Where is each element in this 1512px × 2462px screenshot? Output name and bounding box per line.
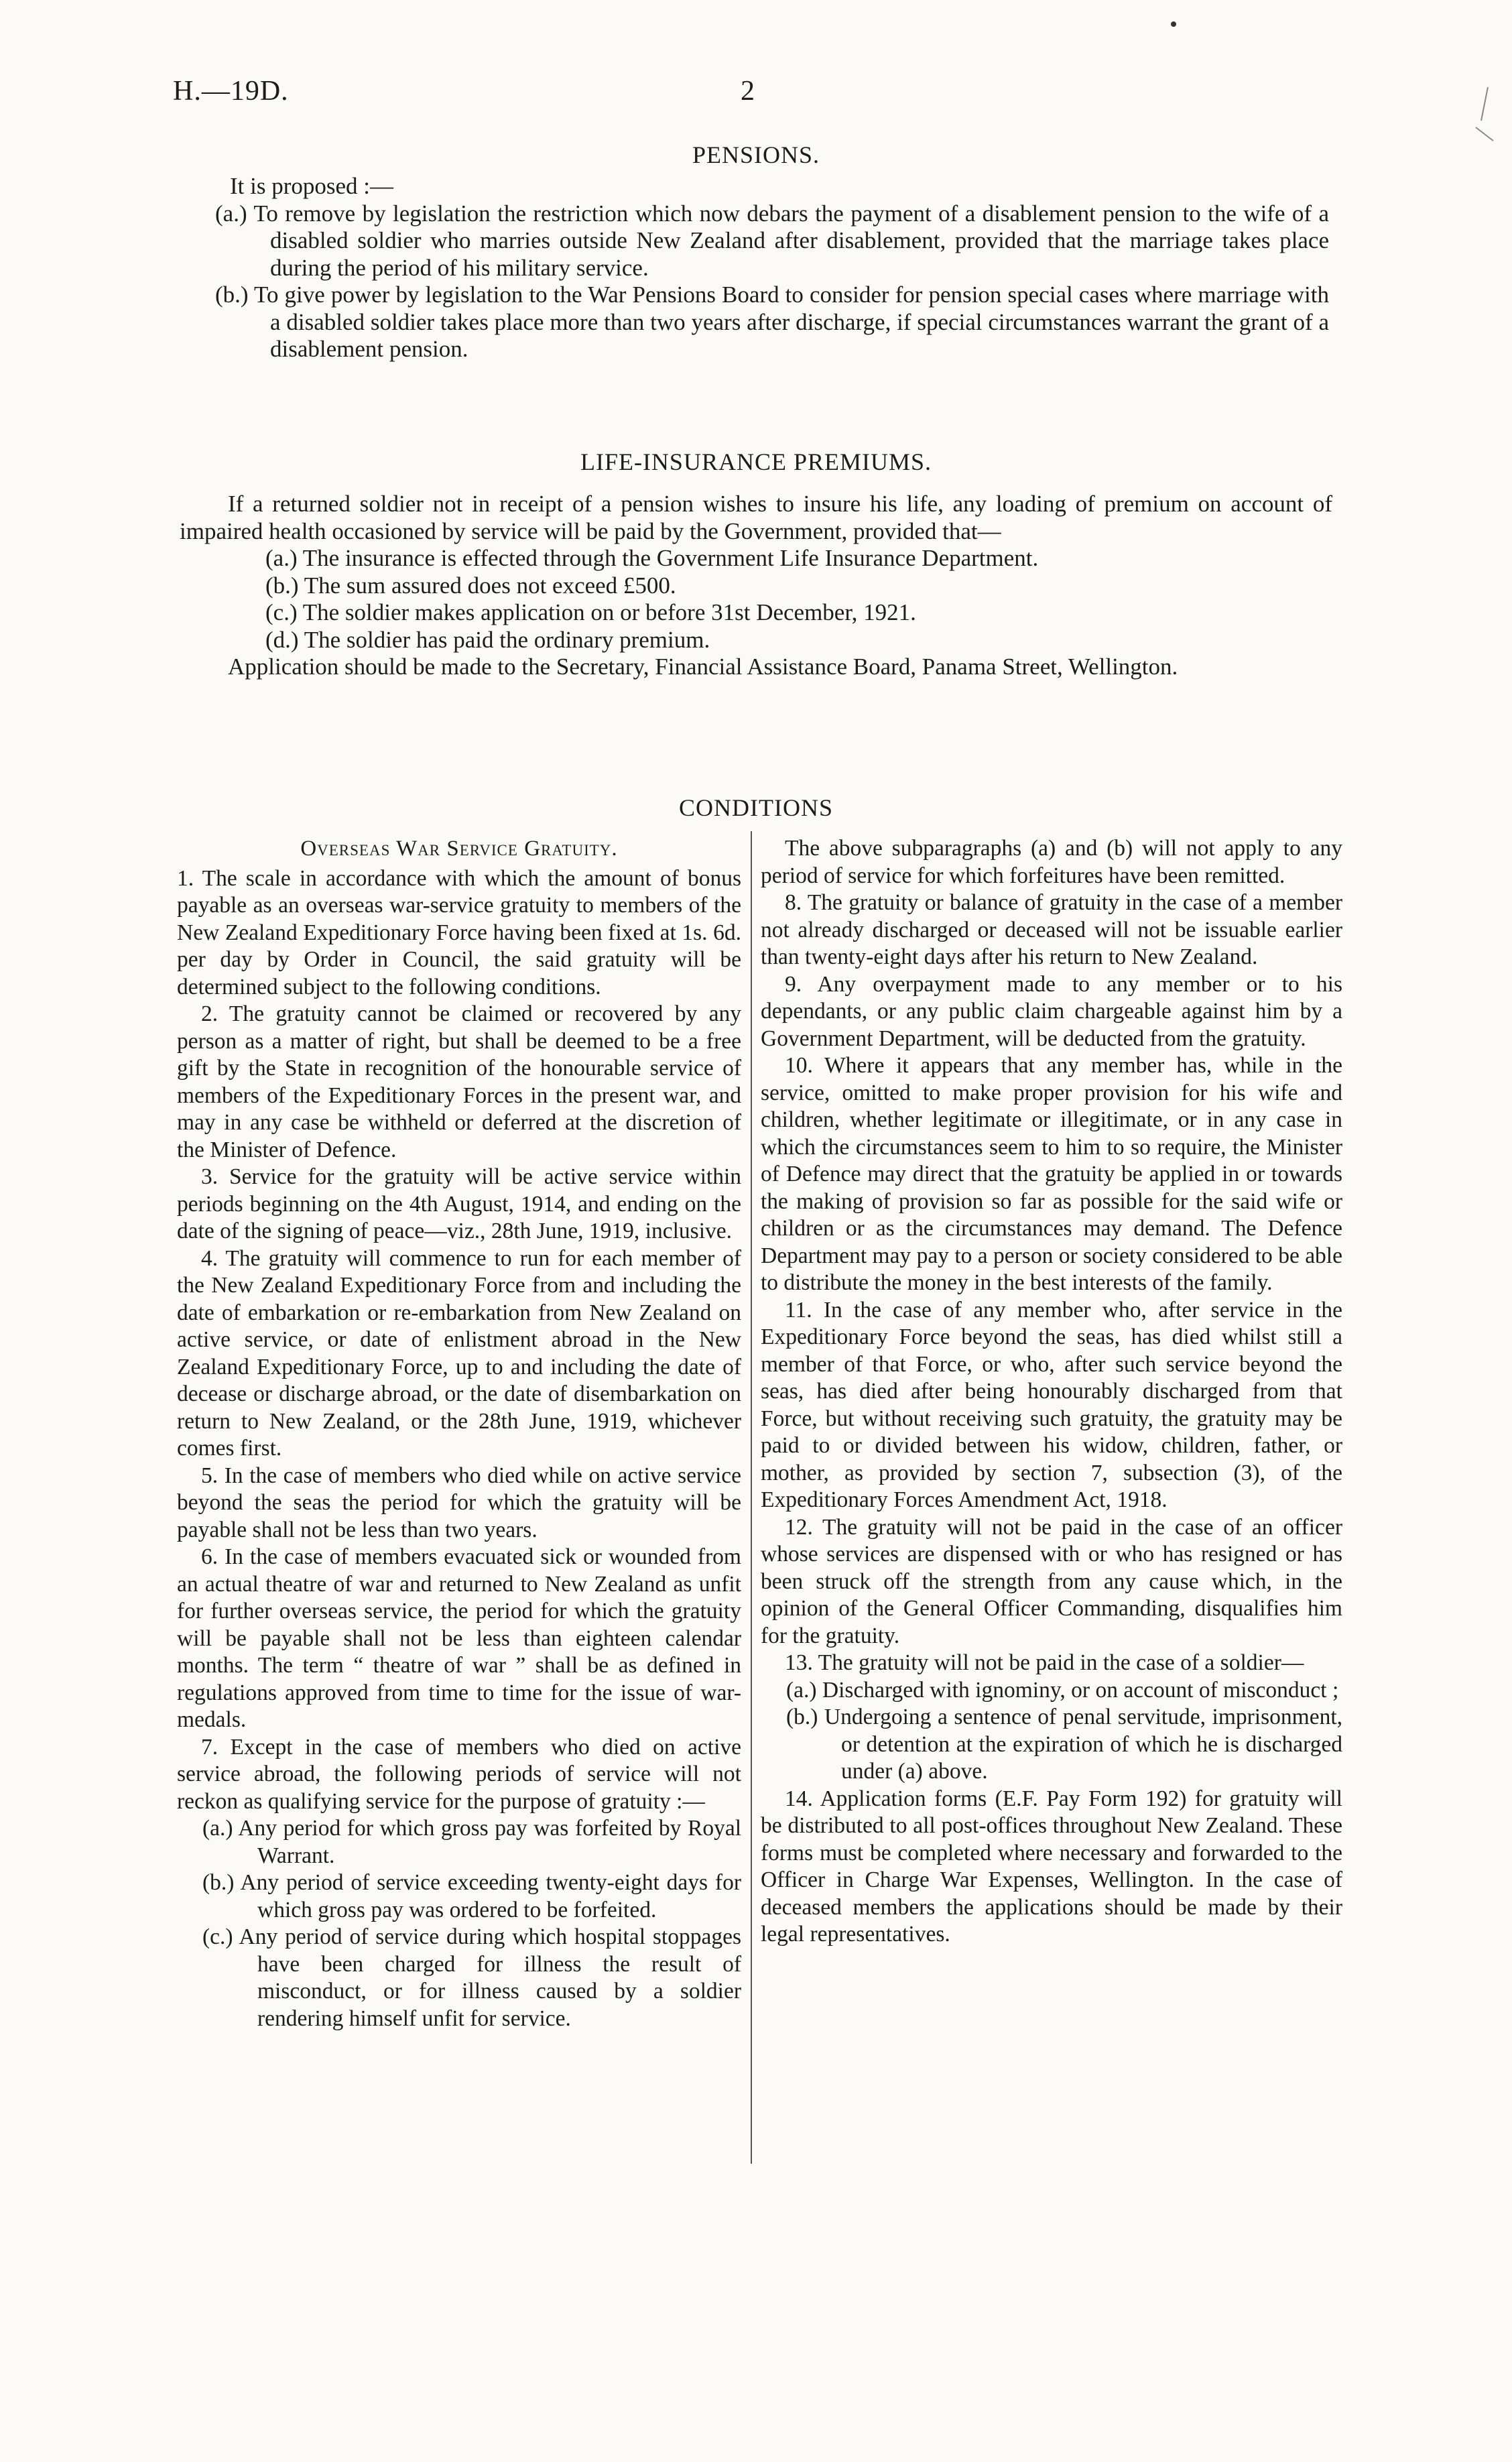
column-divider [751,831,752,2164]
document-reference: H.—19D. [173,76,289,107]
condition-7c: (c.) Any period of service during which hospital stoppages have been charged for illness the result of misconduct, or for illness caused by a soldier rendering himself unfit for service. [202,1924,741,2031]
life-condition-d-text: The soldier has paid the ordinary premium. [304,626,710,653]
condition-10: 10. Where it appears that any member has, while in the service, omitted to make proper provision for his wife and children, whether legitimate or illegitimate, or in any case in which the circumstances seem to him to so require, the Minister of Defence may direct that the gratuity be applied in or towards the making of provision so far as possible for the said wife or children or as the circumstances may demand. The Defence Department may pay to a person or society considered to be able to distribute the money in the best interests of the family. [761,1053,1342,1295]
life-condition-c-text: The soldier makes application on or before 31st December, 1921. [302,599,916,625]
conditions-left-column [177,835,741,2032]
condition-3: 3. Service for the gratuity will be active service within periods beginning on the 4th August, 1914, and ending on the date of the signing of peace—viz., 28th June, 1919, inclusive. [177,1164,741,1243]
pensions-item-a [149,200,1329,282]
condition-7-continuation: The above subparagraphs (a) and (b) will not apply to any period of service for which forfeitures have been remitted. [761,836,1342,888]
gratuity-subheading: Overseas War Service Gratuity. [300,837,618,861]
life-condition-a [180,545,1332,572]
condition-6: 6. In the case of members evacuated sick or wounded from an actual theatre of war and returned to New Zealand as unfit for further overseas service, the period for which the gratuity will be payable shall not be less than eighteen calendar months. The term “ theatre of war ” shall be as defined in regulations approved from time to time for the issue of war-medals. [177,1544,741,1732]
condition-7: 7. Except in the case of members who died on active service abroad, the following periods of service will not reckon as qualifying service for the purpose of gratuity :— [177,1734,741,1814]
life-condition-a-text: The insurance is effected through the Government Life Insurance Department. [302,545,1039,571]
condition-1: 1. The scale in accordance with which the amount of bonus payable as an overseas war-service gratuity to members of the New Zealand Expeditionary Force having been fixed at 1s. 6d. per day by Order in Council, the said gratuity will be determined subject to the following conditions. [177,865,741,999]
condition-7b: (b.) Any period of service exceeding twenty-eight days for which gross pay was ordered to be forfeited. [202,1870,741,1922]
pensions-section [215,173,1329,363]
life-insurance-intro: If a returned soldier not in receipt of a pension wishes to insure his life, any loading of premium on account of impaired health occasioned by service will be paid by the Government, provided that— [180,491,1332,544]
condition-8: 8. The gratuity or balance of gratuity in the case of a member not already discharged or deceased will not be issuable earlier than twenty-eight days after his return to New Zealand. [761,890,1342,969]
condition-11: 11. In the case of any member who, after service in the Expeditionary Force beyond the seas, has died whilst still a member of that Force, or who, after such service beyond the seas, has died after being honourably discharged from that Force, but without receiving such gratuity, the gratuity may be paid to or divided between his widow, children, father, or mother, as provided by section 7, subsection (3), of the Expeditionary Forces Amendment Act, 1918. [761,1297,1342,1512]
scan-mark [1461,80,1501,161]
life-condition-c [180,599,1332,627]
life-condition-a-label: (a.) [265,545,298,571]
ink-dot [1170,20,1178,28]
condition-4: 4. The gratuity will commence to run for each member of the New Zealand Expeditionary Force from and including the date of embarkation or re-embarkation from New Zealand on active service, or date of enlistment abroad in the New Zealand Expeditionary Force, up to and including the date of decease or discharge abroad, or the date of disembarkation on return to New Zealand, or the 28th June, 1919, whichever comes first. [177,1245,741,1461]
life-condition-c-label: (c.) [265,599,298,625]
conditions-heading: CONDITIONS [679,794,833,821]
pensions-item-a-label: (a.) [215,200,247,227]
pensions-item-a-text: To remove by legislation the restriction which now debars the payment of a disablement pension to the wife of a disabled soldier who marries outside New Zealand after disablement, provided that the marriage takes place during the period of his military service. [253,200,1329,281]
life-insurance-section [180,491,1332,681]
life-condition-b-text: The sum assured does not exceed £500. [304,572,676,599]
pensions-heading: PENSIONS. [692,141,820,168]
life-condition-d-label: (d.) [265,626,299,653]
condition-12: 12. The gratuity will not be paid in the case of an officer whose services are dispensed with or who has resigned or has been struck off the strength from any cause which, in the opinion of the General Officer Commanding, disqualifies him for the gratuity. [761,1514,1342,1648]
condition-7a: (a.) Any period for which gross pay was forfeited by Royal Warrant. [202,1816,741,1868]
condition-2: 2. The gratuity cannot be claimed or recovered by any person as a matter of right, but shall be deemed to be a free gift by the State in recognition of the honourable service of members of the Expeditionary Forces in the present war, and may in any case be withheld or deferred at the discretion of the Minister of Defence. [177,1001,741,1162]
pensions-item-b-text: To give power by legislation to the War Pensions Board to consider for pension special cases where marriage with a disabled soldier takes place more than two years after discharge, if special circumstances warrant the grant of a disablement pension. [254,282,1329,362]
condition-9: 9. Any overpayment made to any member or to his dependants, or any public claim chargeable against him by a Government Department, will be deducted from the gratuity. [761,971,1342,1051]
life-condition-b [180,572,1332,600]
conditions-right-column [761,835,1342,1949]
life-condition-d [180,627,1332,654]
condition-13: 13. The gratuity will not be paid in the case of a soldier— [785,1650,1304,1675]
condition-13b: (b.) Undergoing a sentence of penal servitude, imprisonment, or detention at the expiration of which he is discharged under (a) above. [786,1705,1342,1784]
life-insurance-application: Application should be made to the Secretary, Financial Assistance Board, Panama Street, Wellington. [228,654,1178,680]
pensions-item-b [149,282,1329,363]
life-insurance-heading: LIFE-INSURANCE PREMIUMS. [580,448,932,475]
pensions-item-b-label: (b.) [215,282,249,308]
condition-5: 5. In the case of members who died while on active service beyond the seas the period for which the gratuity will be payable shall not be less than two years. [177,1463,741,1542]
life-condition-b-label: (b.) [265,572,299,599]
page-number: 2 [741,76,755,107]
condition-13a: (a.) Discharged with ignominy, or on account of misconduct ; [786,1677,1339,1703]
pensions-intro: It is proposed :— [230,173,394,199]
condition-14: 14. Application forms (E.F. Pay Form 192) for gratuity will be distributed to all post-offices throughout New Zealand. These forms must be completed where necessary and forwarded to the Officer in Charge War Expenses, Wellington. In the case of deceased members the applications should be made by their legal representatives. [761,1786,1342,1947]
